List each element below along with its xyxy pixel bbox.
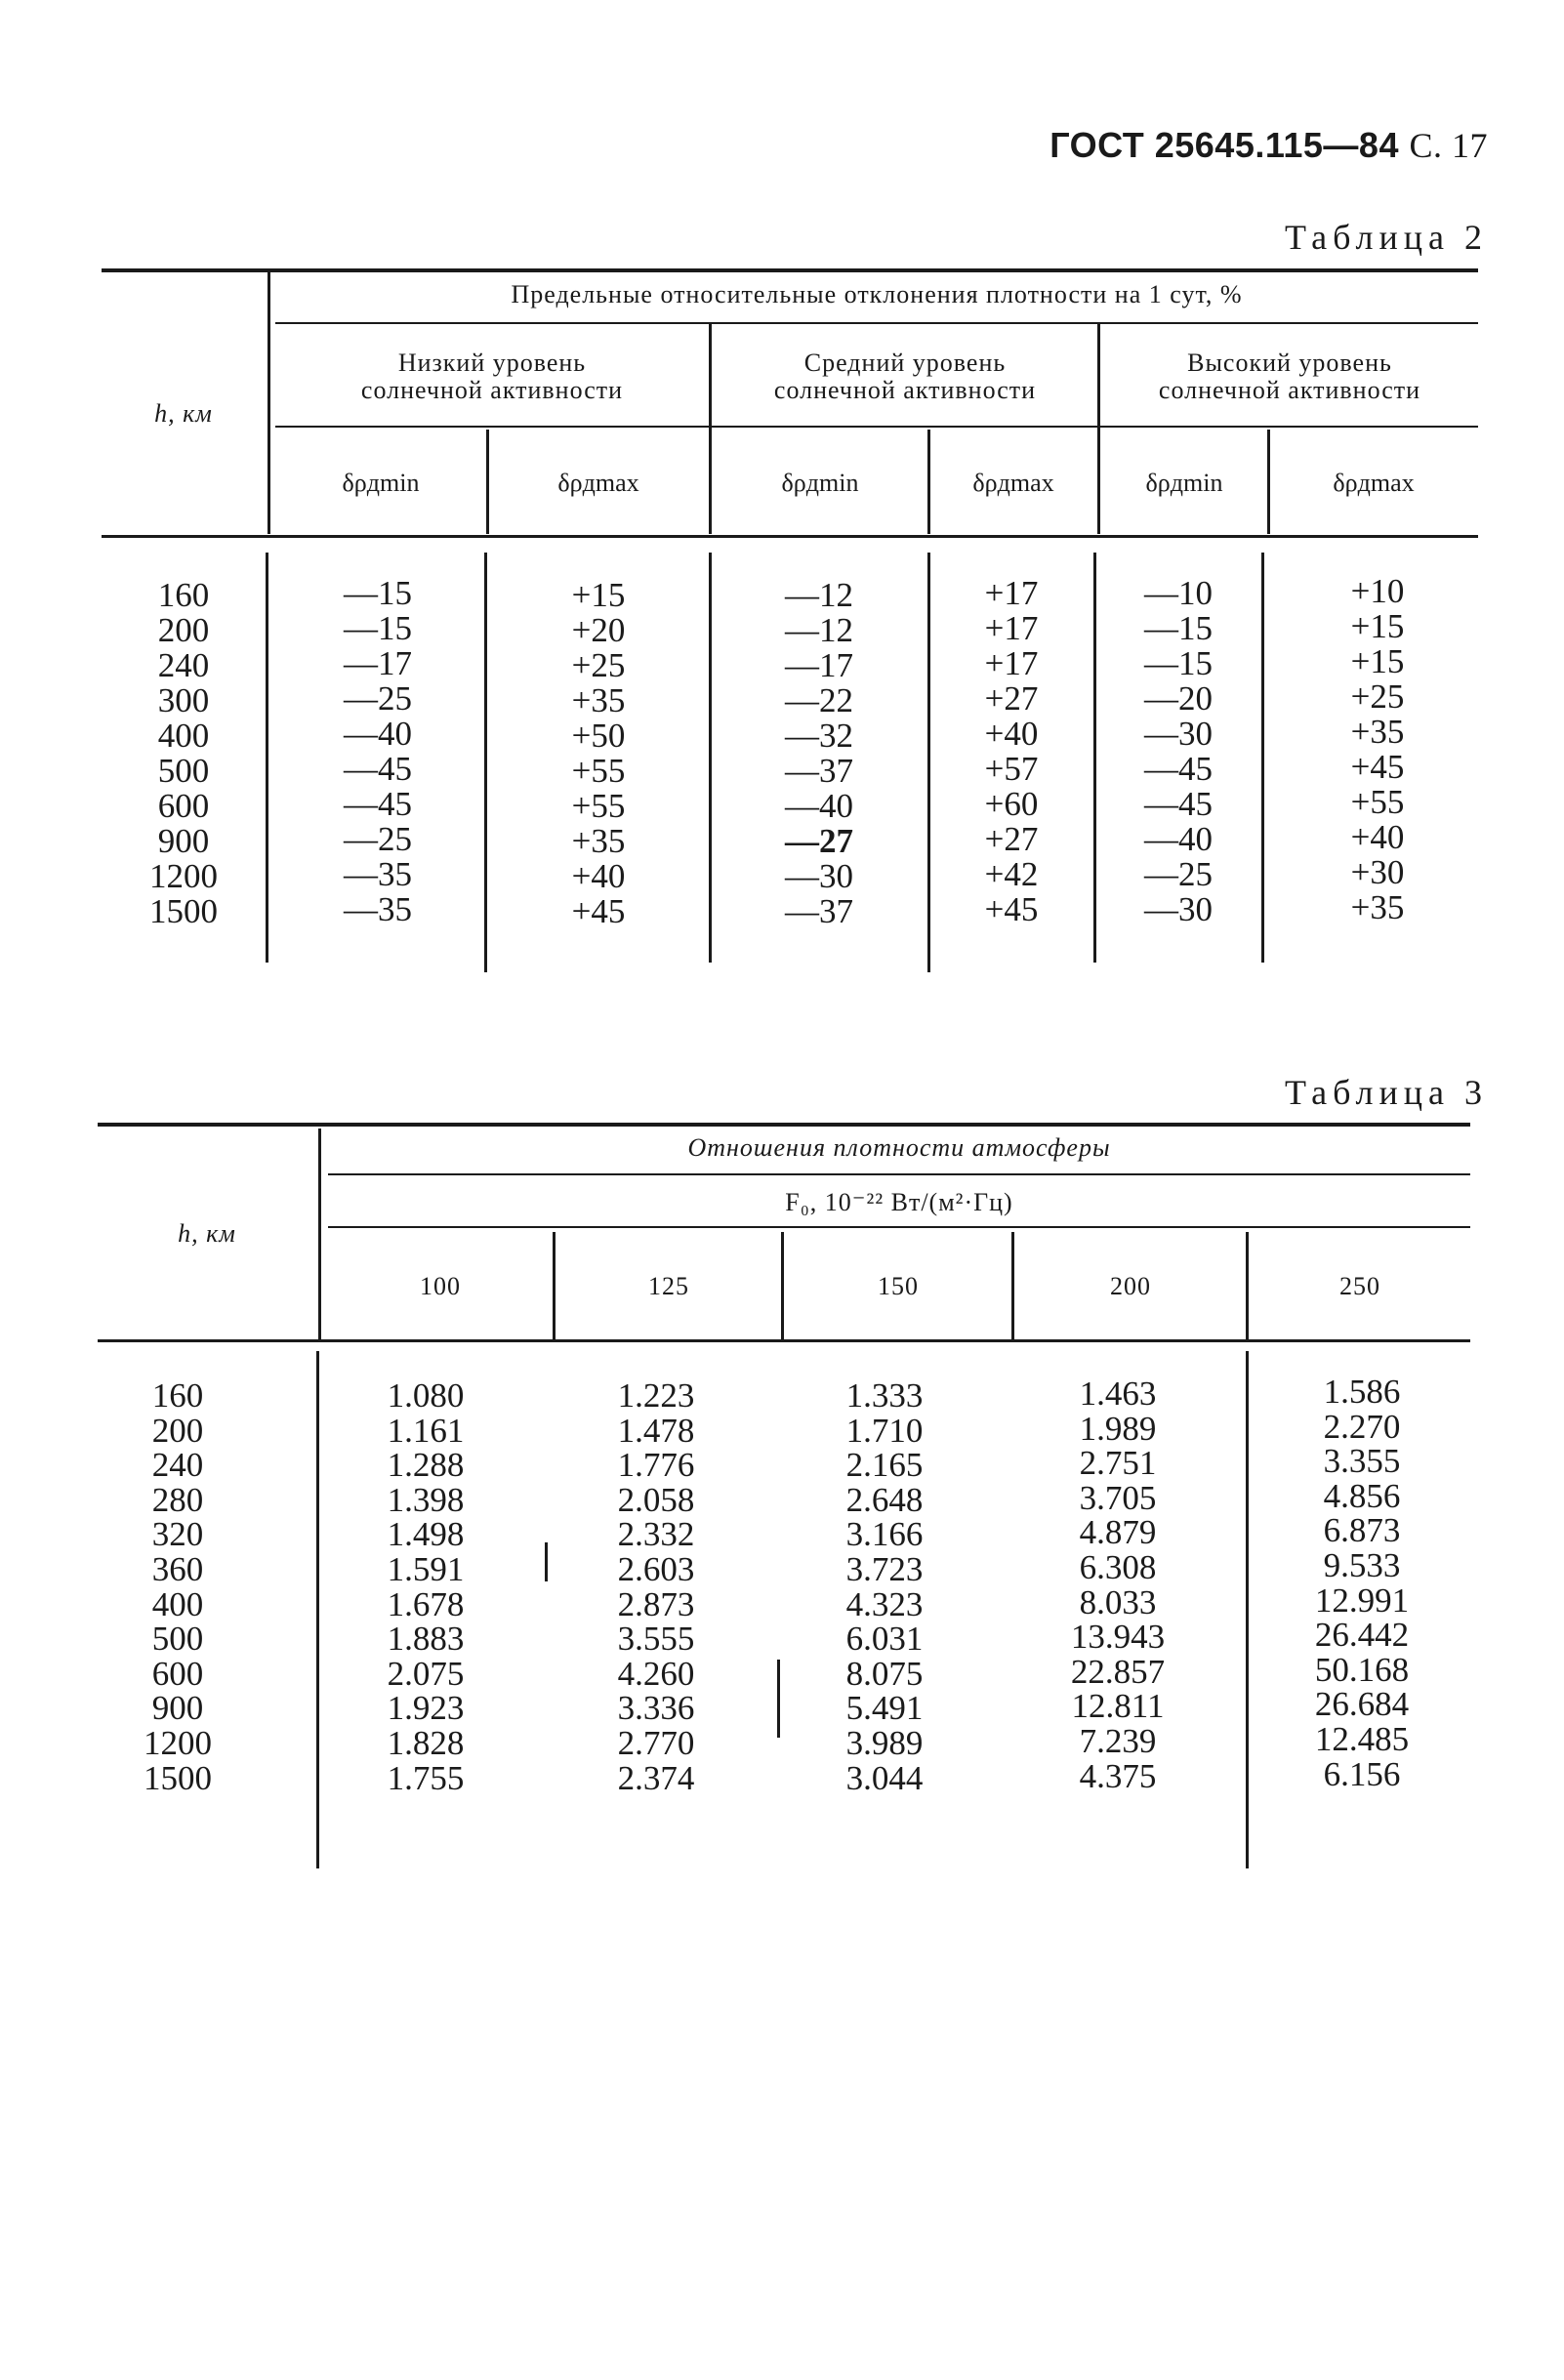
- table2-value-cell: +35: [1350, 713, 1405, 751]
- table2-height-cell: 200: [157, 611, 210, 649]
- table3-value-cell: 4.879: [1079, 1513, 1157, 1552]
- table3-value-cell: 12.811: [1071, 1687, 1165, 1726]
- table3-flux-100: 100: [420, 1272, 461, 1300]
- table3-flux-150-column: [787, 1378, 982, 1795]
- table2-height-cell: 600: [157, 787, 210, 825]
- table2-value-cell: —15: [344, 609, 412, 647]
- table2-value-cell: —10: [1144, 574, 1213, 612]
- table2-value-cell: —45: [344, 750, 412, 788]
- table2-value-cell: —20: [1144, 679, 1213, 718]
- table3-value-cell: 1.498: [387, 1515, 465, 1554]
- table3-height-cell: 280: [151, 1480, 204, 1519]
- table3-value-cell: 22.857: [1070, 1652, 1166, 1691]
- table2-medium-max-column: [933, 576, 1090, 927]
- table2-value-cell: +57: [984, 750, 1039, 788]
- table3-value-cell: 5.491: [845, 1689, 924, 1728]
- table2-value-cell: +17: [984, 574, 1039, 612]
- table2-low-min-column: [275, 576, 480, 927]
- table3-flux-100-column: [328, 1378, 523, 1795]
- table2-value-cell: —15: [1144, 644, 1213, 682]
- table3-value-cell: 2.873: [617, 1584, 695, 1623]
- table3-top-rule: [98, 1123, 1470, 1127]
- table2-rule: [275, 322, 1478, 324]
- table3-value-cell: 2.770: [617, 1723, 695, 1762]
- table2-height-cell: 1500: [149, 892, 218, 930]
- table3-height-cell: 200: [151, 1411, 204, 1450]
- table2-vrule: [268, 272, 270, 534]
- table2-value-cell: +42: [984, 855, 1039, 893]
- table3-height-cell: 500: [151, 1620, 204, 1659]
- table2-value-cell: +15: [1350, 642, 1405, 680]
- table3-height-cell: 240: [151, 1446, 204, 1485]
- table3-value-cell: 2.648: [845, 1480, 924, 1519]
- table2-height-cell: 400: [157, 717, 210, 755]
- table2-value-cell: —17: [785, 646, 853, 684]
- table2-value-cell: —12: [785, 576, 853, 614]
- table2-value-cell: —32: [785, 717, 853, 755]
- table3-value-cell: 4.856: [1323, 1476, 1401, 1515]
- table2-vrule: [709, 324, 712, 534]
- table3-value-cell: 1.923: [387, 1689, 465, 1728]
- table3-value-cell: 3.555: [617, 1620, 695, 1659]
- table3-value-cell: 13.943: [1070, 1618, 1166, 1657]
- table3-value-cell: 2.751: [1079, 1444, 1157, 1483]
- table2-medium-min-column: [715, 578, 924, 929]
- standard-number: ГОСТ 25645.115—84: [1050, 125, 1399, 165]
- table3-value-cell: 1.989: [1079, 1409, 1157, 1448]
- table2-height-cell: 900: [157, 822, 210, 860]
- table2-header-bottom-rule: [102, 535, 1478, 538]
- table3-value-cell: 2.603: [617, 1549, 695, 1588]
- table2-value-cell: —17: [344, 644, 412, 682]
- table2-height-cell: 160: [157, 576, 210, 614]
- table2-value-cell: +45: [571, 892, 626, 930]
- table3-value-cell: 4.323: [845, 1584, 924, 1623]
- table3-value-cell: 50.168: [1314, 1650, 1410, 1689]
- table3-value-cell: 26.684: [1314, 1685, 1410, 1724]
- table2-row-header: h, км: [154, 399, 213, 428]
- table3-vrule: [1011, 1232, 1014, 1339]
- table2-caption: Таблица 2: [1285, 218, 1488, 257]
- table2-subheader-max: δρдmax: [557, 469, 639, 497]
- table2-value-cell: +45: [984, 890, 1039, 928]
- table3-rule: [328, 1226, 1470, 1228]
- table2-subheader-min: δρдmin: [1145, 469, 1223, 497]
- table3-value-cell: 26.442: [1314, 1616, 1410, 1655]
- table3-header-bottom-rule: [98, 1339, 1470, 1342]
- table2-value-cell: —37: [785, 752, 853, 790]
- table3-flux-125: 125: [648, 1272, 689, 1300]
- table3-flux-125-column: [558, 1378, 754, 1795]
- table3-height-cell: 1200: [144, 1723, 212, 1762]
- table3-value-cell: 7.239: [1079, 1721, 1157, 1760]
- table2-value-cell: +50: [571, 717, 626, 755]
- table2-value-cell: —30: [1144, 890, 1213, 928]
- table2-value-cell: —25: [344, 820, 412, 858]
- table2-value-cell: —40: [785, 787, 853, 825]
- table3-value-cell: 1.710: [845, 1411, 924, 1450]
- table3-height-cell: 320: [151, 1515, 204, 1554]
- document-header: [1050, 125, 1488, 166]
- table2-value-cell: +60: [984, 785, 1039, 823]
- table3-value-cell: 1.776: [617, 1446, 695, 1485]
- table3-value-cell: 3.989: [845, 1723, 924, 1762]
- table3-value-cell: 6.873: [1323, 1511, 1401, 1550]
- table2-height-cell: 300: [157, 681, 210, 719]
- table2-vrule: [709, 553, 712, 963]
- table3-value-cell: 9.533: [1323, 1545, 1401, 1584]
- table3-vrule: [553, 1232, 556, 1339]
- table2-level-medium: Средний уровень солнечной активности: [773, 349, 1037, 404]
- table3-flux-header: F₀, 10⁻²² Вт/(м²·Гц): [785, 1188, 1013, 1216]
- table2-rule: [275, 426, 1478, 428]
- table2-value-cell: —45: [1144, 785, 1213, 823]
- table2-height-cell: 240: [157, 646, 210, 684]
- table2-value-cell: +25: [1350, 677, 1405, 716]
- table2-value-cell: —30: [785, 857, 853, 895]
- table3-value-cell: 2.332: [617, 1515, 695, 1554]
- table2-value-cell: +40: [571, 857, 626, 895]
- table2-value-cell: —27: [785, 822, 853, 860]
- table3-value-cell: 2.165: [845, 1446, 924, 1485]
- table3-height-cell: 160: [151, 1376, 204, 1415]
- table3-value-cell: 1.586: [1323, 1373, 1401, 1411]
- table2-value-cell: —37: [785, 892, 853, 930]
- table3-vrule: [316, 1351, 319, 1868]
- table3-flux-200: 200: [1110, 1272, 1151, 1300]
- table3-value-cell: 1.161: [387, 1411, 465, 1450]
- table3-vrule: [781, 1232, 784, 1339]
- table2-height-cell: 1200: [149, 857, 218, 895]
- table2-value-cell: —45: [1144, 750, 1213, 788]
- table2-value-cell: +35: [571, 681, 626, 719]
- table3-value-cell: 1.828: [387, 1723, 465, 1762]
- table2-value-cell: +55: [571, 752, 626, 790]
- table2-value-cell: —25: [1144, 855, 1213, 893]
- table2-value-cell: —15: [1144, 609, 1213, 647]
- table3-value-cell: 1.755: [387, 1758, 465, 1797]
- table3-height-cell: 400: [151, 1584, 204, 1623]
- table2-vrule: [927, 553, 930, 972]
- table3-value-cell: 12.991: [1314, 1580, 1410, 1620]
- table3-value-cell: 3.166: [845, 1515, 924, 1554]
- table2-value-cell: +55: [1350, 783, 1405, 821]
- table3-value-cell: 6.031: [845, 1620, 924, 1659]
- table2-subheader-min: δρдmin: [781, 469, 859, 497]
- table2-value-cell: —35: [344, 855, 412, 893]
- table2-high-max-column: [1267, 574, 1488, 925]
- table2-subheader-min: δρдmin: [342, 469, 420, 497]
- table3-flux-250-column: [1259, 1375, 1464, 1791]
- table2-height-cell: 500: [157, 752, 210, 790]
- table3-value-cell: 2.374: [617, 1758, 695, 1797]
- table2-vrule: [266, 553, 268, 963]
- table2-value-cell: —40: [1144, 820, 1213, 858]
- table3-value-cell: 8.075: [845, 1654, 924, 1693]
- table2-value-cell: +45: [1350, 748, 1405, 786]
- table2-level-high: Высокий уровень солнечной активности: [1158, 349, 1421, 404]
- table3-caption: Таблица 3: [1285, 1073, 1488, 1112]
- table2-value-cell: +25: [571, 646, 626, 684]
- table3-value-cell: 3.723: [845, 1549, 924, 1588]
- table2-group-header: Предельные относительные отклонения плотности на 1 сут, %: [511, 280, 1243, 308]
- table3-value-cell: 1.591: [387, 1549, 465, 1588]
- table2-value-cell: +30: [1350, 853, 1405, 891]
- table3-value-cell: 2.058: [617, 1480, 695, 1519]
- table3-value-cell: 1.398: [387, 1480, 465, 1519]
- table3-value-cell: 1.223: [617, 1376, 695, 1415]
- table3-vrule: [318, 1128, 321, 1339]
- table3-value-cell: 1.883: [387, 1620, 465, 1659]
- table3-group-header: Отношения плотности атмосферы: [687, 1133, 1111, 1162]
- table3-value-cell: 3.044: [845, 1758, 924, 1797]
- table2-value-cell: +35: [1350, 888, 1405, 926]
- table3-height-cell: 900: [151, 1689, 204, 1728]
- table3-value-cell: 1.678: [387, 1584, 465, 1623]
- table2-value-cell: +27: [984, 679, 1039, 718]
- table2-value-cell: —25: [344, 679, 412, 718]
- table3-value-cell: 1.463: [1079, 1375, 1157, 1413]
- table3-value-cell: 2.075: [387, 1654, 465, 1693]
- table3-value-cell: 3.355: [1323, 1442, 1401, 1481]
- table3-value-cell: 1.478: [617, 1411, 695, 1450]
- table2-value-cell: —15: [344, 574, 412, 612]
- table2-top-rule: [102, 268, 1478, 272]
- table2-vrule: [1093, 553, 1096, 963]
- table3-flux-250: 250: [1339, 1272, 1380, 1300]
- table2-heights-column: [102, 578, 266, 929]
- table3-vrule: [545, 1542, 548, 1581]
- table2-value-cell: +15: [1350, 607, 1405, 645]
- table3-value-cell: 3.705: [1079, 1478, 1157, 1517]
- table3-value-cell: 1.080: [387, 1376, 465, 1415]
- table2-subheader-max: δρдmax: [1333, 469, 1415, 497]
- table3-flux-200-column: [1015, 1376, 1220, 1793]
- table3-height-cell: 360: [151, 1549, 204, 1588]
- table2-value-cell: +27: [984, 820, 1039, 858]
- table3-vrule: [1246, 1351, 1249, 1868]
- table3-height-cell: 600: [151, 1654, 204, 1693]
- table2-low-max-column: [492, 578, 705, 929]
- table2-value-cell: +17: [984, 609, 1039, 647]
- table2-level-low: Низкий уровень солнечной активности: [360, 349, 624, 404]
- table3-row-header: h, км: [178, 1219, 236, 1248]
- table3-value-cell: 3.336: [617, 1689, 695, 1728]
- table2-value-cell: —22: [785, 681, 853, 719]
- table2-value-cell: +55: [571, 787, 626, 825]
- table2-value-cell: —12: [785, 611, 853, 649]
- table3-rule: [328, 1173, 1470, 1175]
- table3-value-cell: 4.260: [617, 1654, 695, 1693]
- table2-value-cell: —35: [344, 890, 412, 928]
- table3-value-cell: 2.270: [1323, 1407, 1401, 1446]
- table2-value-cell: —45: [344, 785, 412, 823]
- table3-value-cell: 1.333: [845, 1376, 924, 1415]
- table2-value-cell: +40: [1350, 818, 1405, 856]
- table3-flux-150: 150: [878, 1272, 919, 1300]
- table3-value-cell: 4.375: [1079, 1756, 1157, 1795]
- table3-vrule: [777, 1660, 780, 1738]
- table2-value-cell: —40: [344, 715, 412, 753]
- table2-value-cell: +10: [1350, 572, 1405, 610]
- table2-value-cell: +40: [984, 715, 1039, 753]
- table2-value-cell: —30: [1144, 715, 1213, 753]
- table3-value-cell: 6.156: [1323, 1754, 1401, 1793]
- table3-heights-column: [98, 1378, 258, 1795]
- table2-value-cell: +35: [571, 822, 626, 860]
- table2-vrule: [1261, 553, 1264, 963]
- table2-high-min-column: [1099, 576, 1257, 927]
- table2-value-cell: +20: [571, 611, 626, 649]
- page-number: С. 17: [1409, 126, 1488, 165]
- table2-value-cell: +17: [984, 644, 1039, 682]
- table2-vrule: [1097, 324, 1100, 534]
- table2-value-cell: +15: [571, 576, 626, 614]
- table3-height-cell: 1500: [144, 1758, 212, 1797]
- table3-value-cell: 1.288: [387, 1446, 465, 1485]
- table3-value-cell: 8.033: [1079, 1582, 1157, 1621]
- table3-value-cell: 12.485: [1314, 1719, 1410, 1758]
- table2-subheader-max: δρдmax: [972, 469, 1054, 497]
- table3-value-cell: 6.308: [1079, 1547, 1157, 1586]
- table3-vrule: [1246, 1232, 1249, 1339]
- table2-vrule: [484, 553, 487, 972]
